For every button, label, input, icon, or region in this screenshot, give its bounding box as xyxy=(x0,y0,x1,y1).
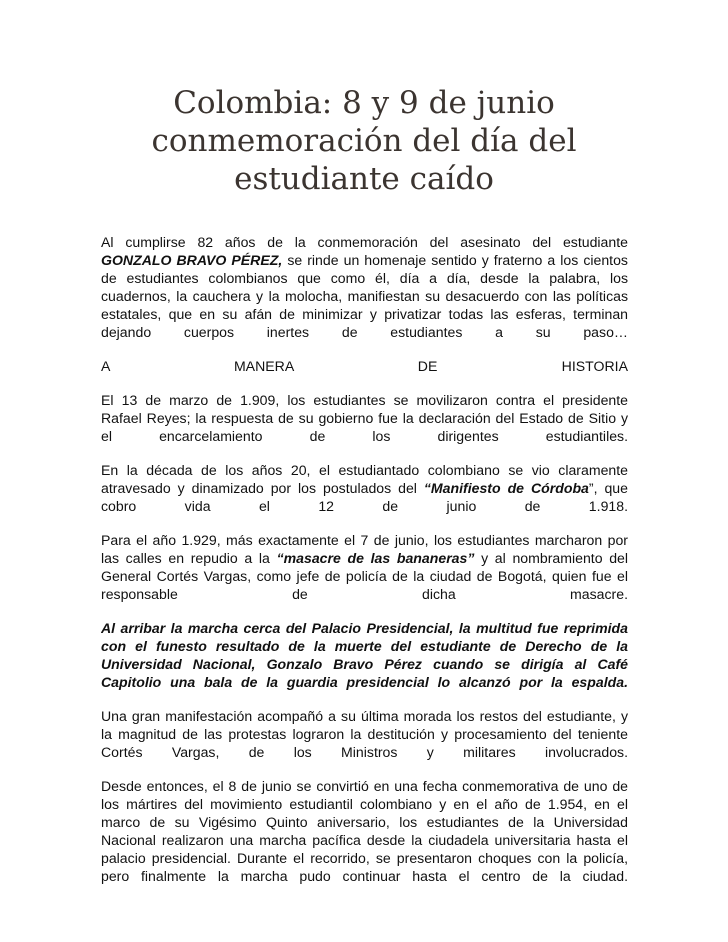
paragraph-commemoration xyxy=(101,777,628,885)
text-line: A MANERA DE HISTORIA xyxy=(101,358,628,374)
text-line xyxy=(101,479,628,497)
text-line: con el funesto resultado de la muerte del estudiante de Derecho de la xyxy=(101,638,628,654)
text-line: los mártires del movimiento estudiantil colombiano y en el año de 1.954, en el xyxy=(101,796,628,812)
text-line: responsable de dicha masacre. xyxy=(101,586,628,602)
text-line xyxy=(101,549,628,567)
text-fragment: atravesado y dinamizado por los postulados del xyxy=(101,480,424,496)
text-line: de estudiantes colombianos que como él, día a día, desde la palabra, los xyxy=(101,270,628,286)
text-line: Una gran manifestación acompañó a su última morada los restos del estudiante, y xyxy=(101,708,628,724)
title-line-3: estudiante caído xyxy=(234,161,494,197)
text-line: pero finalmente la marcha pudo continuar hasta el centro de la ciudad. xyxy=(101,868,628,884)
text-line: el encarcelamiento de los dirigentes estudiantiles. xyxy=(101,428,628,444)
paragraph-1909 xyxy=(101,391,628,445)
title-line-2: conmemoración del día del xyxy=(151,123,577,159)
text-line: la magnitud de las protestas lograron la destitución y procesamiento del teniente xyxy=(101,726,628,742)
text-fragment: se rinde un homenaje sentido y fraterno a los cientos xyxy=(282,252,628,268)
text-line: Universidad Nacional, Gonzalo Bravo Pérez cuando se dirigía al Café xyxy=(101,656,628,672)
text-fragment: y al nombramiento del xyxy=(474,550,628,566)
student-name: GONZALO BRAVO PÉREZ, xyxy=(101,252,283,268)
section-heading-history xyxy=(101,357,628,375)
text-line: Capitolio una bala de la guardia presidencial lo alcanzó por la espalda. xyxy=(101,674,628,690)
text-line: cuadernos, la cauchera y la molocha, manifiestan su desacuerdo con las políticas xyxy=(101,288,628,304)
article-body xyxy=(101,233,628,901)
text-line: En la década de los años 20, el estudiantado colombiano se vio claramente xyxy=(101,462,628,478)
text-line: El 13 de marzo de 1.909, los estudiantes se movilizaron contra el presidente xyxy=(101,392,628,408)
paragraph-1920s xyxy=(101,461,628,515)
paragraph-protests xyxy=(101,707,628,761)
paragraph-intro xyxy=(101,233,628,341)
text-line: Rafael Reyes; la respuesta de su gobierno fue la declaración del Estado de Sitio y xyxy=(101,410,628,426)
paragraph-death-highlight xyxy=(101,619,628,691)
text-fragment: las calles en repudio a la xyxy=(101,550,277,566)
text-fragment: ”, que xyxy=(588,480,628,496)
text-line: Cortés Vargas, de los Ministros y militares involucrados. xyxy=(101,744,628,760)
page-title xyxy=(100,84,628,198)
text-line: Nacional realizaron una marcha pacífica desde la ciudadela universitaria hasta el xyxy=(101,832,628,848)
paragraph-1929 xyxy=(101,531,628,603)
text-line: estatales, que en su afán de minimizar y privatizar todas las esferas, terminan xyxy=(101,306,628,322)
text-line: Al arribar la marcha cerca del Palacio Presidencial, la multitud fue reprimida xyxy=(101,620,628,636)
massacre-name: “masacre de las bananeras” xyxy=(276,550,475,566)
text-line: Desde entonces, el 8 de junio se convirtió en una fecha conmemorativa de uno de xyxy=(101,778,628,794)
text-line: General Cortés Vargas, como jefe de policía de la ciudad de Bogotá, quien fue el xyxy=(101,568,628,584)
text-line xyxy=(101,251,628,269)
text-line: cobro vida el 12 de junio de 1.918. xyxy=(101,498,628,514)
text-line: palacio presidencial. Durante el recorrido, se presentaron choques con la policía, xyxy=(101,850,628,866)
text-line: dejando cuerpos inertes de estudiantes a su paso… xyxy=(101,324,628,340)
manifesto-name: “Manifiesto de Córdoba xyxy=(423,480,589,496)
text-line: Al cumplirse 82 años de la conmemoración del asesinato del estudiante xyxy=(101,234,628,250)
text-line: marco de su Vigésimo Quinto aniversario, los estudiantes de la Universidad xyxy=(101,814,628,830)
text-line: Para el año 1.929, más exactamente el 7 de junio, los estudiantes marcharon por xyxy=(101,532,628,548)
title-line-1: Colombia: 8 y 9 de junio xyxy=(173,85,555,121)
